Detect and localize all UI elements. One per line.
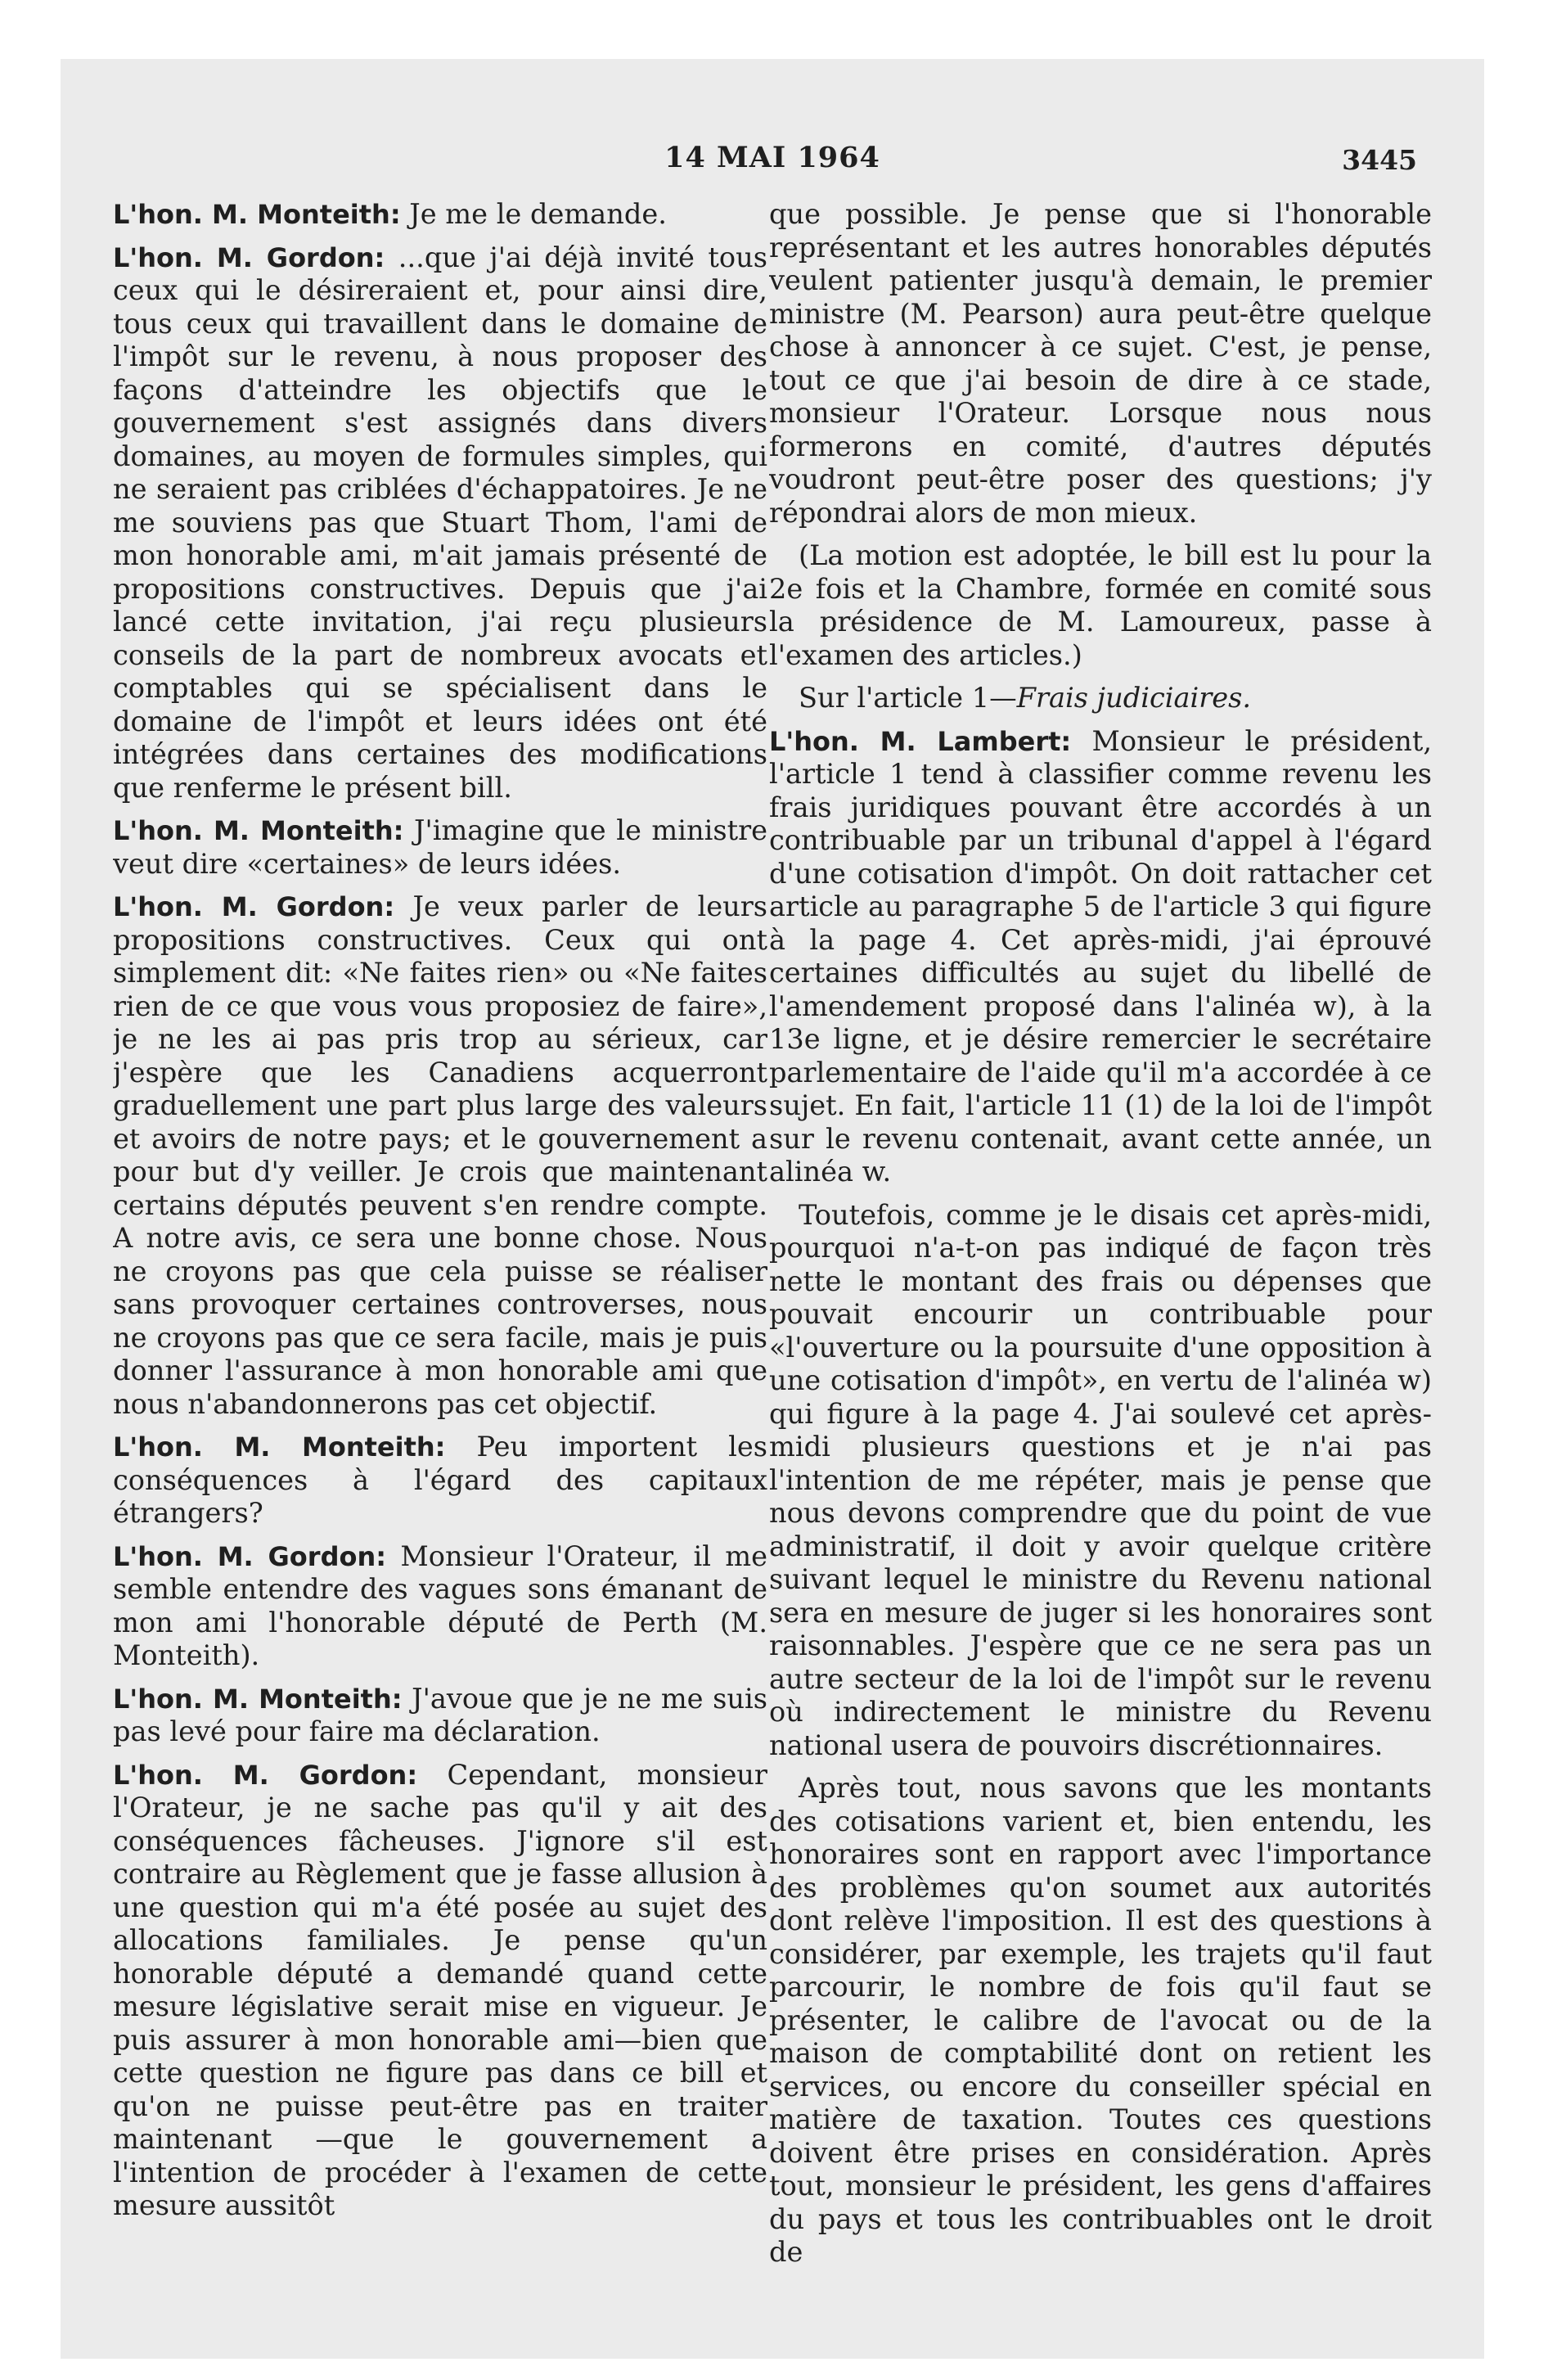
paragraph (113, 241, 767, 805)
speech-text: Peu importent les conséquences à l'égard des capitaux étrangers? (113, 1431, 767, 1529)
speech-text: Monsieur le président, l'article 1 tend à classifier comme revenu les frais juridiques pouvant être accordés à un contribuable par un tribunal d'appel à l'égard d'une cotisation d'impôt. On doit rattacher cet article au paragraphe 5 de l'article 3 qui figure à la page 4. Cet après-midi, j'ai éprouvé certaines difficultés au sujet du libellé de l'amendement proposé dans l'alinéa w), à la 13e ligne, et je désire remercier le secrétaire parlementaire de l'aide qu'il m'a accordée à ce sujet. En fait, l'article 11 (1) de la loi de l'impôt sur le revenu contenait, avant cette année, un alinéa w. (769, 724, 1432, 1188)
speech-text: J'imagine que le ministre veut dire «certaines» de leurs idées. (113, 814, 767, 880)
speech-text: Je veux parler de leurs propositions constructives. Ceux qui ont simplement dit: «Ne faites rien» ou «Ne faites rien de ce que vous vous proposiez de faire», je ne les ai pas pris trop au sérieux, car j'espère que les Canadiens acquerront graduellement une part plus large des valeurs et avoirs de notre pays; et le gouvernement a pour but d'y veiller. Je crois que maintenant certains députés peuvent s'en rendre compte. A notre avis, ce sera une bonne chose. Nous ne croyons pas que cela puisse se réaliser sans provoquer certaines controverses, nous ne croyons pas que ce sera facile, mais je puis donner l'assurance à mon honorable ami que nous n'abandonnerons pas cet objectif. (113, 890, 767, 1420)
speaker-name: L'hon. M. Gordon: (113, 241, 385, 273)
continuation-paragraph: que possible. Je pense que si l'honorable représentant et les autres honorables députés veulent patienter jusqu'à demain, le premier ministre (M. Pearson) aura peut-être quelque chose à annoncer à ce sujet. C'est, je pense, tout ce que j'ai besoin de dire à ce stade, monsieur l'Orateur. Lorsque nous nous formerons en comité, d'autres députés voudront peut-être poser des questions; j'y répondrai alors de mon mieux. (769, 198, 1432, 529)
speaker-name: L'hon. M. Lambert: (769, 725, 1072, 757)
page-date: 14 MAI 1964 (664, 141, 880, 174)
speaker-name: L'hon. M. Gordon: (113, 891, 395, 922)
speech-text: ...que j'ai déjà invité tous ceux qui le désireraient et, pour ainsi dire, tous ceux qui travaillent dans le domaine de l'impôt sur le revenu, à nous proposer des façons d'atteindre les objectifs que le gouvernement s'est assignés dans divers domaines, au moyen de formules simples, qui ne seraient pas criblées d'échappatoires. Je ne me souviens pas que Stuart Thom, l'ami de mon honorable ami, m'ait jamais présenté de propositions constructives. Depuis que j'ai lancé cette invitation, j'ai reçu plusieurs conseils de la part de nombreux avocats et comptables qui se spécialisent dans le domaine de l'impôt et leurs idées ont été intégrées dans certaines des modifications que renferme le présent bill. (113, 241, 767, 804)
speech-text: Cependant, monsieur l'Orateur, je ne sache pas qu'il y ait des conséquences fâcheuses. J'ignore s'il est contraire au Règlement que je fasse allusion à une question qui m'a été posée au sujet des allocations familiales. Je pense qu'un honorable député a demandé quand cette mesure législative serait mise en vigueur. Je puis assurer à mon honorable ami—bien que cette question ne figure pas dans ce bill et qu'on ne puisse peut-être pas en traiter maintenant —que le gouvernement a l'intention de procéder à l'examen de cette mesure aussitôt (113, 1758, 767, 2221)
document-page (61, 59, 1484, 2359)
speaker-name: L'hon. M. Monteith: (113, 199, 401, 230)
paragraph (769, 725, 1432, 1189)
paragraph (113, 1683, 767, 1749)
article-title: Frais judiciaires. (1016, 682, 1252, 714)
right-column (769, 198, 1432, 2310)
page-header (61, 141, 1484, 190)
paragraph (113, 814, 767, 881)
paragraph (113, 890, 767, 1421)
speaker-name: L'hon. M. Gordon: (113, 1540, 387, 1572)
speech-text: Je me le demande. (400, 198, 667, 230)
left-column (113, 198, 767, 2310)
page-number: 3445 (1342, 144, 1417, 176)
article-prefix: Sur l'article 1— (799, 682, 1017, 714)
motion-paragraph: (La motion est adoptée, le bill est lu pour la 2e fois et la Chambre, formée en comité sous la présidence de M. Lamoureux, passe à l'examen des articles.) (769, 539, 1432, 671)
speech-text: Monsieur l'Orateur, il me semble entendre des vagues sons émanant de mon ami l'honorable député de Perth (M. Monteith). (113, 1539, 767, 1671)
paragraph: Toutefois, comme je le disais cet après-midi, pourquoi n'a-t-on pas indiqué de façon très nette le montant des frais ou dépenses que pouvait encourir un contribuable pour «l'ouverture ou la poursuite d'une opposition à une cotisation d'impôt», en vertu de l'alinéa w) qui figure à la page 4. J'ai soulevé cet après-midi plusieurs questions et je n'ai pas l'intention de me répéter, mais je pense que nous devons comprendre que du point de vue administratif, il doit y avoir quelque critère suivant lequel le ministre du Revenu national sera en mesure de juger si les honoraires sont raisonnables. J'espère que ce ne sera pas un autre secteur de la loi de l'impôt sur le revenu où indirectement le ministre du Revenu national usera de pouvoirs discrétionnaires. (769, 1198, 1432, 1761)
paragraph: Après tout, nous savons que les montants des cotisations varient et, bien entendu, les honoraires sont en rapport avec l'importance des problèmes qu'on soumet aux autorités dont relève l'imposition. Il est des questions à considérer, par exemple, les trajets qu'il faut parcourir, le nombre de fois qu'il faut se présenter, le calibre de l'avocat ou de la maison de comptabilité dont on retient les services, ou encore du conseiller spécial en matière de taxation. Toutes ces questions doivent être prises en considération. Après tout, monsieur le président, les gens d'affaires du pays et tous les contribuables ont le droit de (769, 1772, 1432, 2268)
speaker-name: L'hon. M. Monteith: (113, 1683, 403, 1715)
paragraph (113, 1540, 767, 1673)
speech-text: J'avoue que je ne me suis pas levé pour faire ma déclaration. (113, 1682, 767, 1747)
paragraph (113, 1759, 767, 2223)
article-heading (769, 682, 1432, 715)
speaker-name: L'hon. M. Gordon: (113, 1759, 418, 1791)
paragraph (113, 1431, 767, 1530)
paragraph (113, 198, 767, 232)
speaker-name: L'hon. M. Monteith: (113, 1431, 446, 1463)
speaker-name: L'hon. M. Monteith: (113, 815, 404, 846)
